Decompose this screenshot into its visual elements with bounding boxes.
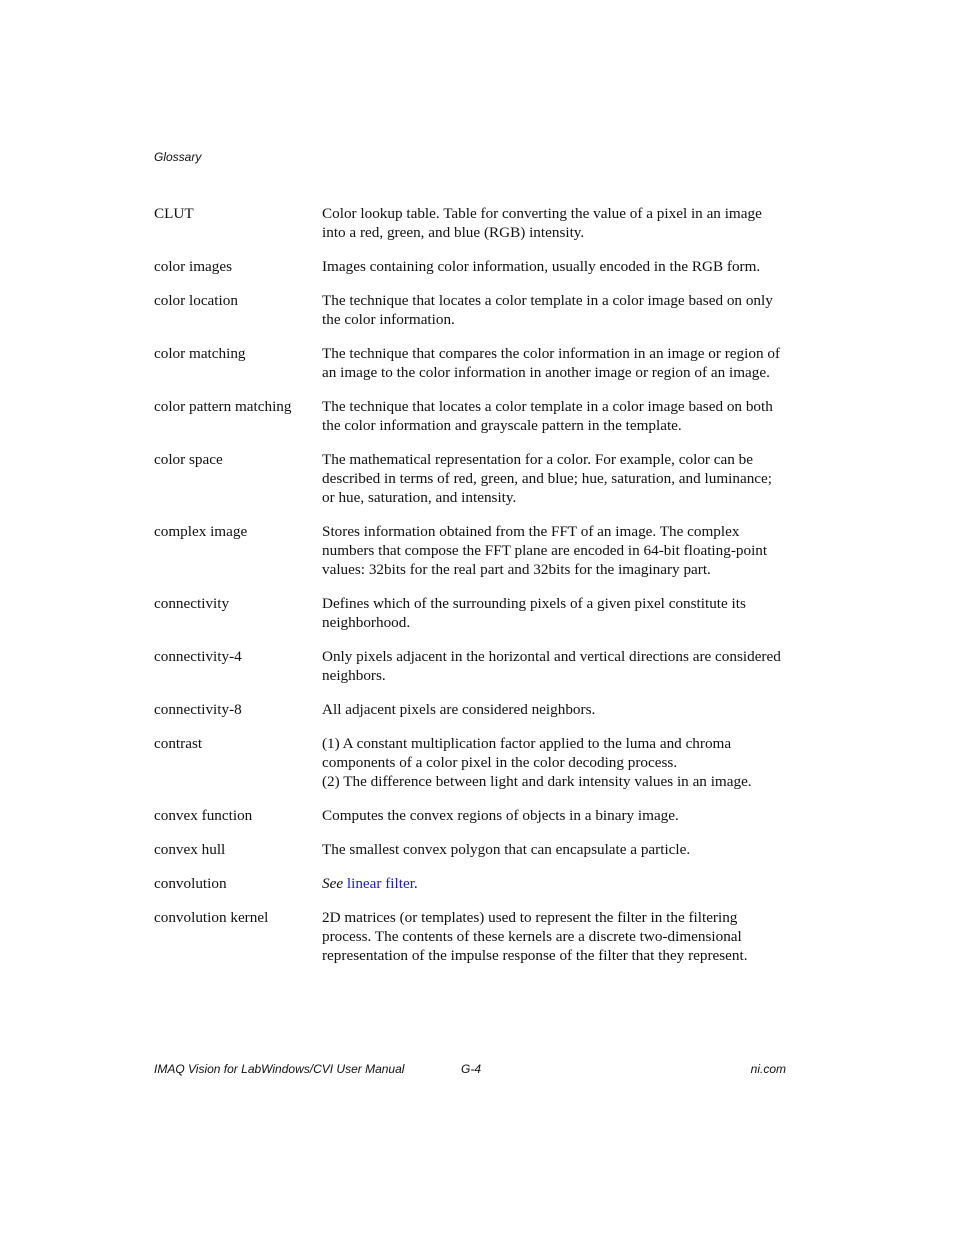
definition-line — [322, 874, 790, 893]
glossary-term: color matching — [154, 345, 246, 362]
definition-line: Defines which of the surrounding pixels of a given pixel constitute its — [322, 595, 746, 612]
definition-line: neighborhood. — [322, 614, 411, 631]
glossary-entry — [154, 874, 790, 893]
glossary-entry — [154, 344, 790, 382]
glossary-definition — [322, 257, 790, 276]
glossary-entry — [154, 647, 790, 685]
glossary-definition — [322, 594, 790, 632]
glossary-term: connectivity-4 — [154, 648, 242, 665]
glossary-definition — [322, 700, 790, 719]
definition-line: Stores information obtained from the FFT of an image. The complex — [322, 523, 740, 540]
glossary-term: convex hull — [154, 841, 226, 858]
glossary-definition — [322, 908, 790, 965]
definition-line: values: 32bits for the real part and 32bits for the imaginary part. — [322, 561, 711, 578]
glossary-definition — [322, 647, 790, 685]
glossary-entry — [154, 840, 790, 859]
glossary-definition — [322, 291, 790, 329]
glossary-term: contrast — [154, 735, 203, 752]
definition-line: Only pixels adjacent in the horizontal and vertical directions are considered — [322, 648, 781, 665]
glossary-definition — [322, 522, 790, 579]
footer-page-number: G-4 — [461, 1062, 482, 1076]
definition-line: into a red, green, and blue (RGB) intensity. — [322, 224, 585, 241]
definition-line: Color lookup table. Table for converting the value of a pixel in an image — [322, 205, 762, 222]
definition-line: numbers that compose the FFT plane are encoded in 64-bit floating-point — [322, 542, 768, 559]
glossary-term: color space — [154, 451, 223, 468]
glossary-entry — [154, 257, 790, 276]
definition-line: The mathematical representation for a color. For example, color can be — [322, 451, 753, 468]
definition-line: All adjacent pixels are considered neighbors. — [322, 701, 596, 718]
glossary-term: color images — [154, 258, 233, 275]
glossary-definition — [322, 397, 790, 435]
glossary-entry — [154, 700, 790, 719]
definition-line: the color information and grayscale pattern in the template. — [322, 417, 682, 434]
glossary-entry — [154, 522, 790, 579]
definition-line: process. The contents of these kernels are a discrete two-dimensional — [322, 928, 742, 945]
glossary-entry — [154, 291, 790, 329]
glossary-entry — [154, 734, 790, 791]
reference-punctuation: . — [413, 875, 418, 892]
footer-manual-title: IMAQ Vision for LabWindows/CVI User Manual — [154, 1062, 405, 1076]
glossary-term: CLUT — [154, 205, 194, 222]
page-footer — [154, 1062, 786, 1078]
definition-line: Images containing color information, usually encoded in the RGB form. — [322, 258, 761, 275]
definition-line: (1) A constant multiplication factor applied to the luma and chroma — [322, 735, 732, 752]
definition-line: an image to the color information in another image or region of an image. — [322, 364, 770, 381]
definition-line: Computes the convex regions of objects in a binary image. — [322, 807, 679, 824]
glossary-entry — [154, 204, 790, 242]
definition-line: neighbors. — [322, 667, 386, 684]
glossary-entry — [154, 397, 790, 435]
glossary-definition — [322, 344, 790, 382]
cross-reference-link[interactable]: linear filter — [346, 875, 414, 892]
glossary-term: convolution kernel — [154, 909, 269, 926]
glossary-entry — [154, 908, 790, 965]
definition-line: described in terms of red, green, and blue; hue, saturation, and luminance; — [322, 470, 772, 487]
glossary-list — [154, 204, 790, 980]
glossary-definition — [322, 840, 790, 859]
glossary-definition — [322, 806, 790, 825]
glossary-term: color location — [154, 292, 238, 309]
definition-line: The technique that locates a color template in a color image based on only — [322, 292, 773, 309]
definition-line: or hue, saturation, and intensity. — [322, 489, 517, 506]
definition-line: The technique that compares the color information in an image or region of — [322, 345, 780, 362]
glossary-definition — [322, 874, 790, 893]
glossary-entry — [154, 806, 790, 825]
glossary-entry — [154, 450, 790, 507]
glossary-entry — [154, 594, 790, 632]
glossary-definition — [322, 204, 790, 242]
glossary-definition — [322, 450, 790, 507]
definition-line: The technique that locates a color template in a color image based on both — [322, 398, 773, 415]
definition-line: The smallest convex polygon that can encapsulate a particle. — [322, 841, 691, 858]
definition-line: components of a color pixel in the color decoding process. — [322, 754, 678, 771]
glossary-term: connectivity — [154, 595, 230, 612]
definition-line: 2D matrices (or templates) used to represent the filter in the filtering — [322, 909, 738, 926]
glossary-term: color pattern matching — [154, 398, 292, 415]
footer-site-link[interactable]: ni.com — [750, 1062, 786, 1076]
definition-line: the color information. — [322, 311, 455, 328]
definition-line: (2) The difference between light and dark intensity values in an image. — [322, 773, 752, 790]
glossary-term: complex image — [154, 523, 248, 540]
running-header: Glossary — [154, 150, 202, 164]
see-reference-label: See — [322, 875, 344, 892]
glossary-term: convolution — [154, 875, 227, 892]
glossary-term: convex function — [154, 807, 253, 824]
glossary-definition — [322, 734, 790, 791]
glossary-term: connectivity-8 — [154, 701, 242, 718]
definition-line: representation of the impulse response of the filter that they represent. — [322, 947, 748, 964]
